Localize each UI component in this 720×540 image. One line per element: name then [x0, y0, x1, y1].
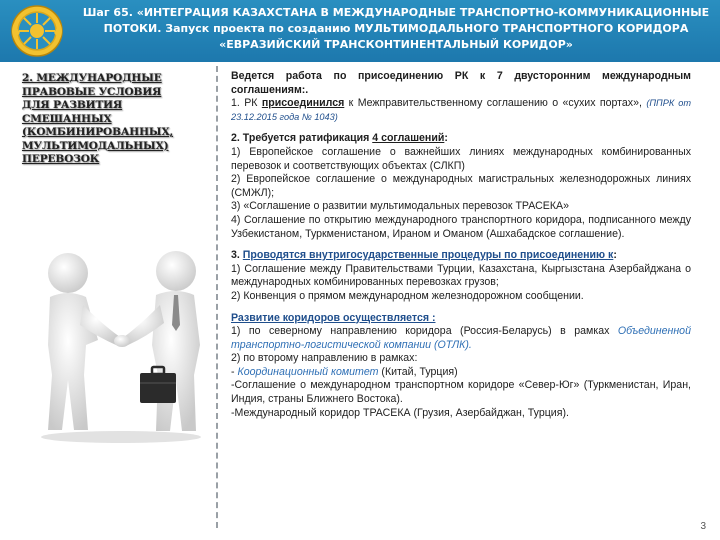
handshake-figures-icon: [28, 245, 214, 445]
corridors-heading: Развитие коридоров осуществляется :: [231, 311, 436, 324]
corridor-2c: -Международный коридор ТРАСЕКА (Грузия, Азербайджан, Турция).: [231, 406, 569, 419]
main-content: [231, 70, 691, 420]
corridor-1: 1) по северному направлению коридора (Россия-Беларусь) в рамках Объединенной транспортно-логистической компании (ОТЛК).: [231, 325, 691, 351]
item-2-heading: 2. Требуется ратификация 4 соглашений:: [231, 132, 448, 145]
section-heading: 2. МЕЖДУНАРОДНЫЕ ПРАВОВЫЕ УСЛОВИЯ ДЛЯ РАЗВИТИЯ СМЕШАННЫХ (КОМБИНИРОВАННЫХ, МУЛЬТИМОДАЛЬНЫХ) ПЕРЕВОЗОК: [22, 72, 174, 165]
kazakhstan-state-emblem-icon: [8, 3, 66, 59]
list-item: 2) Европейское соглашение о международных магистральных железнодорожных линиях (СМЖЛ);: [231, 173, 691, 199]
page-number: 3: [700, 521, 706, 532]
slide-title: Шаг 65. «ИНТЕГРАЦИЯ КАЗАХСТАНА В МЕЖДУНАРОДНЫЕ ТРАНСПОРТНО-КОММУНИКАЦИОННЫЕ ПОТОКИ. Запуск проекта по созданию МУЛЬТИМОДАЛЬНОГО ТРАНСПОРТНОГО КОРИДОРА «ЕВРАЗИЙСКИЙ ТРАНСКОНТИНЕНТАЛЬНЫЙ КОРИДОР»: [82, 6, 710, 51]
intro-text: Ведется работа по присоединению РК к 7 двусторонним международным соглашениям:.: [231, 70, 691, 96]
corridor-2a: - Координационный комитет (Китай, Турция): [231, 365, 458, 378]
list-item: 3) «Соглашение о развитии мультимодальных перевозок ТРАСЕКА»: [231, 200, 569, 213]
corridor-2b: -Соглашение о международном транспортном коридоре «Север-Юг» (Туркменистан, Иран, Индия, страны Ближнего Востока).: [231, 379, 691, 406]
header-banner: [0, 0, 720, 62]
item-3-heading: 3. Проводятся внутригосударственные процедуры по присоединению к:: [231, 249, 617, 262]
list-item: 4) Соглашение по открытию международного транспортного коридора, подписанного между Узбекистаном, Туркменистаном, Ираном и Оманом (Ашхабадское соглашение).: [231, 213, 691, 240]
item-1: 1. РК присоединился к Межправительственному соглашению о «сухих портах», (ППРК от 23.12.2015 года № 1043): [231, 97, 692, 122]
corridor-2: 2) по второму направлению в рамках:: [231, 352, 418, 365]
list-item: 2) Конвенция о прямом международном железнодорожном сообщении.: [231, 289, 584, 302]
list-item: 1) Европейское соглашение о важнейших линиях международных комбинированных перевозок и соответствующих объектах (СЛКП): [231, 145, 691, 172]
list-item: 1) Соглашение между Правительствами Турции, Казахстана, Кыргызстана Азербайджана о международных комбинированных перевозках грузов;: [231, 262, 691, 289]
column-divider: [216, 66, 218, 528]
